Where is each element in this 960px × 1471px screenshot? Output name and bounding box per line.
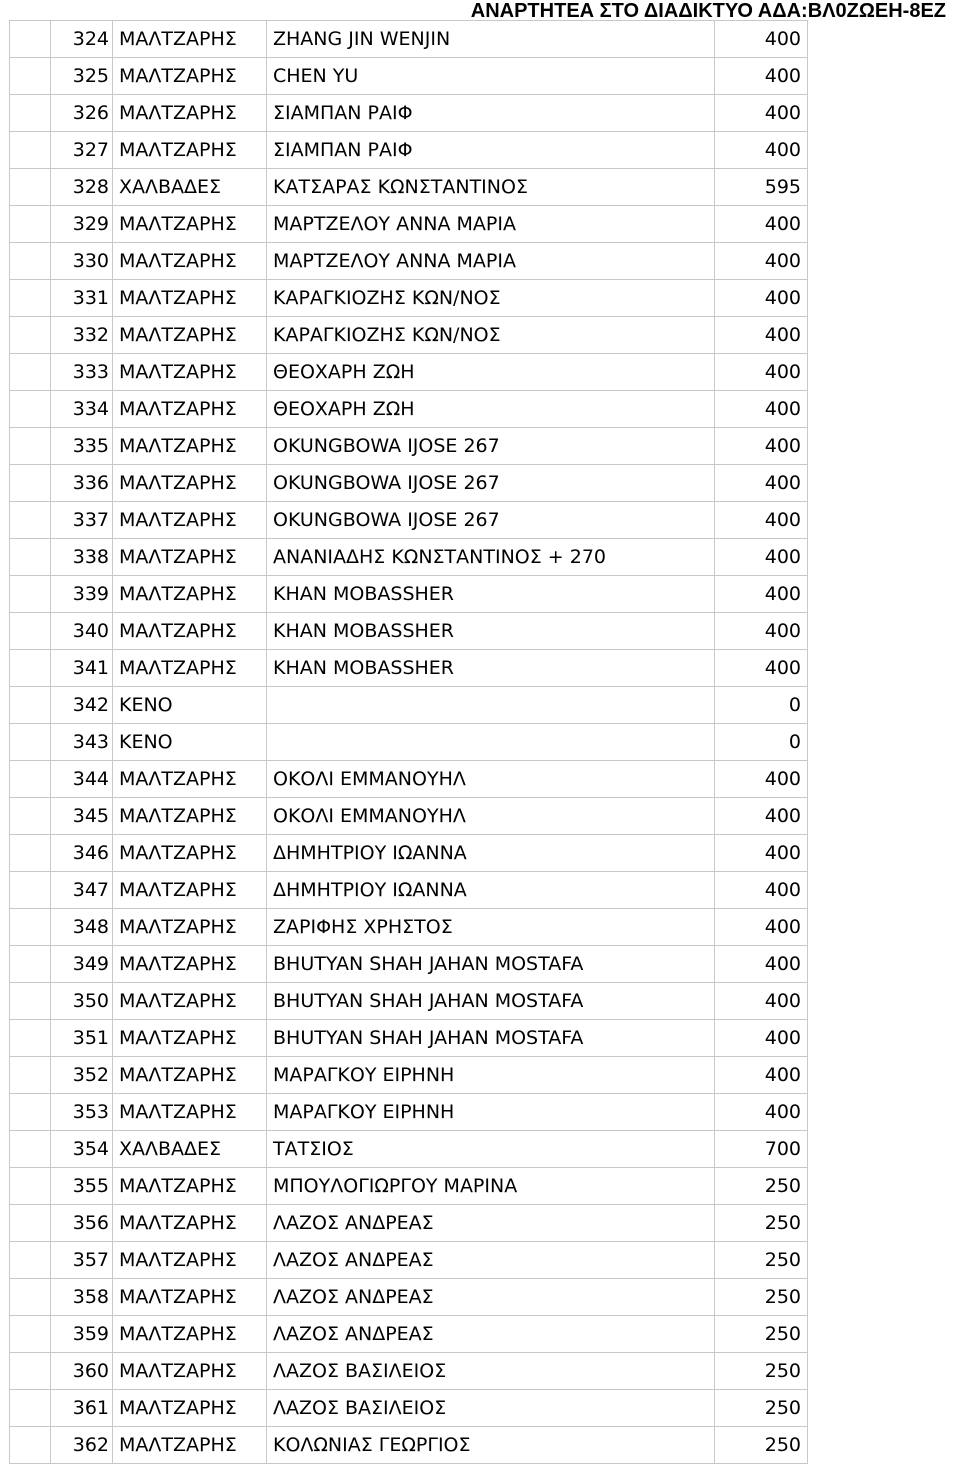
beneficiary-name-cell: ΚΑΡΑΓΚΙΟΖΗΣ ΚΩΝ/ΝΟΣ [267,317,715,354]
beneficiary-name-cell: ΟΚΟΛΙ ΕΜΜΑΝΟΥΗΛ [267,761,715,798]
row-number-cell: 328 [51,169,113,206]
table-row [10,576,808,613]
category-cell: ΜΑΛΤΖΑΡΗΣ [113,1020,267,1057]
row-number-cell: 342 [51,687,113,724]
beneficiary-name-cell: ΛΑΖΟΣ ΑΝΔΡΕΑΣ [267,1316,715,1353]
table-row [10,391,808,428]
beneficiary-name-cell: ΛΑΖΟΣ ΑΝΔΡΕΑΣ [267,1279,715,1316]
category-cell: ΜΑΛΤΖΑΡΗΣ [113,132,267,169]
table-row [10,280,808,317]
row-spacer-cell [10,1427,51,1464]
row-number-cell: 357 [51,1242,113,1279]
table-row [10,613,808,650]
amount-cell: 400 [715,1020,808,1057]
beneficiary-name-cell: ΜΑΡΤΖΕΛΟΥ ΑΝΝΑ ΜΑΡΙΑ [267,206,715,243]
category-cell: ΜΑΛΤΖΑΡΗΣ [113,539,267,576]
row-spacer-cell [10,132,51,169]
table-row [10,1168,808,1205]
beneficiary-name-cell: OKUNGBOWA IJOSE 267 [267,502,715,539]
row-spacer-cell [10,724,51,761]
category-cell: ΜΑΛΤΖΑΡΗΣ [113,1242,267,1279]
category-cell: ΜΑΛΤΖΑΡΗΣ [113,946,267,983]
category-cell: ΜΑΛΤΖΑΡΗΣ [113,21,267,58]
category-cell: ΜΑΛΤΖΑΡΗΣ [113,983,267,1020]
category-cell: ΜΑΛΤΖΑΡΗΣ [113,1427,267,1464]
row-number-cell: 362 [51,1427,113,1464]
category-cell: ΜΑΛΤΖΑΡΗΣ [113,280,267,317]
row-spacer-cell [10,21,51,58]
row-spacer-cell [10,1242,51,1279]
beneficiary-name-cell: ΛΑΖΟΣ ΒΑΣΙΛΕΙΟΣ [267,1353,715,1390]
row-number-cell: 331 [51,280,113,317]
category-cell: ΜΑΛΤΖΑΡΗΣ [113,1205,267,1242]
beneficiary-name-cell: BHUTYAN SHAH JAHAN MOSTAFA [267,1020,715,1057]
beneficiary-name-cell: ΣΙΑΜΠΑΝ ΡΑΙΦ [267,132,715,169]
table-row [10,317,808,354]
amount-cell: 400 [715,465,808,502]
row-number-cell: 332 [51,317,113,354]
table-row [10,872,808,909]
table-row [10,1427,808,1464]
category-cell: ΜΑΛΤΖΑΡΗΣ [113,1057,267,1094]
row-spacer-cell [10,539,51,576]
category-cell: ΜΑΛΤΖΑΡΗΣ [113,317,267,354]
row-spacer-cell [10,1020,51,1057]
amount-cell: 400 [715,872,808,909]
row-spacer-cell [10,1279,51,1316]
category-cell: ΜΑΛΤΖΑΡΗΣ [113,1094,267,1131]
table-row [10,909,808,946]
beneficiary-name-cell: ΜΑΡΤΖΕΛΟΥ ΑΝΝΑ ΜΑΡΙΑ [267,243,715,280]
table-row [10,798,808,835]
amount-cell: 400 [715,1057,808,1094]
row-spacer-cell [10,613,51,650]
row-number-cell: 360 [51,1353,113,1390]
row-number-cell: 325 [51,58,113,95]
row-number-cell: 346 [51,835,113,872]
beneficiary-name-cell: ΔΗΜΗΤΡΙΟΥ ΙΩΑΝΝΑ [267,835,715,872]
category-cell: ΜΑΛΤΖΑΡΗΣ [113,1390,267,1427]
category-cell: ΜΑΛΤΖΑΡΗΣ [113,1353,267,1390]
amount-cell: 250 [715,1353,808,1390]
category-cell: ΜΑΛΤΖΑΡΗΣ [113,798,267,835]
table-row [10,132,808,169]
beneficiary-name-cell: KHAN MOBASSHER [267,576,715,613]
amount-cell: 400 [715,95,808,132]
amount-cell: 400 [715,613,808,650]
table-row [10,687,808,724]
beneficiary-name-cell: ΚΟΛΩΝΙΑΣ ΓΕΩΡΓΙΟΣ [267,1427,715,1464]
table-row [10,761,808,798]
row-number-cell: 336 [51,465,113,502]
row-number-cell: 329 [51,206,113,243]
category-cell: ΜΑΛΤΖΑΡΗΣ [113,1316,267,1353]
beneficiary-name-cell: ΜΠΟΥΛΟΓΙΩΡΓΟΥ ΜΑΡΙΝΑ [267,1168,715,1205]
beneficiary-name-cell: OKUNGBOWA IJOSE 267 [267,428,715,465]
row-spacer-cell [10,687,51,724]
publication-stamp: ΑΝΑΡΤΗΤΕΑ ΣΤΟ ΔΙΑΔΙΚΤΥΟ ΑΔΑ:ΒΛ0ΖΩΕΗ-8ΕΖ [470,0,946,22]
category-cell: ΜΑΛΤΖΑΡΗΣ [113,354,267,391]
table-row [10,1390,808,1427]
row-number-cell: 343 [51,724,113,761]
payments-table-body [10,21,808,1464]
amount-cell: 400 [715,391,808,428]
beneficiary-name-cell: ΚΑΡΑΓΚΙΟΖΗΣ ΚΩΝ/ΝΟΣ [267,280,715,317]
table-row [10,21,808,58]
row-number-cell: 339 [51,576,113,613]
beneficiary-name-cell [267,687,715,724]
amount-cell: 400 [715,428,808,465]
row-number-cell: 359 [51,1316,113,1353]
row-spacer-cell [10,280,51,317]
row-spacer-cell [10,58,51,95]
table-row [10,1279,808,1316]
row-number-cell: 354 [51,1131,113,1168]
beneficiary-name-cell [267,724,715,761]
row-spacer-cell [10,317,51,354]
table-row [10,1094,808,1131]
category-cell: ΜΑΛΤΖΑΡΗΣ [113,613,267,650]
row-spacer-cell [10,95,51,132]
amount-cell: 250 [715,1390,808,1427]
row-spacer-cell [10,872,51,909]
category-cell: ΧΑΛΒΑΔΕΣ [113,169,267,206]
category-cell: ΜΑΛΤΖΑΡΗΣ [113,1279,267,1316]
beneficiary-name-cell: ΑΝΑΝΙΑΔΗΣ ΚΩΝΣΤΑΝΤΙΝΟΣ + 270 [267,539,715,576]
row-number-cell: 351 [51,1020,113,1057]
table-row [10,95,808,132]
beneficiary-name-cell: KHAN MOBASSHER [267,613,715,650]
beneficiary-name-cell: ΤΑΤΣΙΟΣ [267,1131,715,1168]
row-spacer-cell [10,1390,51,1427]
category-cell: ΜΑΛΤΖΑΡΗΣ [113,1168,267,1205]
row-number-cell: 350 [51,983,113,1020]
amount-cell: 400 [715,280,808,317]
category-cell: ΜΑΛΤΖΑΡΗΣ [113,465,267,502]
row-number-cell: 340 [51,613,113,650]
beneficiary-name-cell: ΣΙΑΜΠΑΝ ΡΑΙΦ [267,95,715,132]
amount-cell: 400 [715,317,808,354]
row-spacer-cell [10,354,51,391]
payments-table [9,20,808,1464]
amount-cell: 250 [715,1316,808,1353]
row-spacer-cell [10,243,51,280]
row-number-cell: 356 [51,1205,113,1242]
row-number-cell: 324 [51,21,113,58]
row-spacer-cell [10,835,51,872]
table-row [10,354,808,391]
amount-cell: 250 [715,1427,808,1464]
amount-cell: 400 [715,206,808,243]
table-row [10,1205,808,1242]
category-cell: ΜΑΛΤΖΑΡΗΣ [113,650,267,687]
row-number-cell: 347 [51,872,113,909]
beneficiary-name-cell: BHUTYAN SHAH JAHAN MOSTAFA [267,983,715,1020]
row-number-cell: 327 [51,132,113,169]
row-spacer-cell [10,1168,51,1205]
amount-cell: 400 [715,1094,808,1131]
row-spacer-cell [10,502,51,539]
amount-cell: 0 [715,724,808,761]
beneficiary-name-cell: BHUTYAN SHAH JAHAN MOSTAFA [267,946,715,983]
row-spacer-cell [10,1316,51,1353]
row-number-cell: 333 [51,354,113,391]
category-cell: ΜΑΛΤΖΑΡΗΣ [113,95,267,132]
beneficiary-name-cell: CHEN YU [267,58,715,95]
table-row [10,724,808,761]
amount-cell: 400 [715,58,808,95]
beneficiary-name-cell: ΜΑΡΑΓΚΟΥ ΕΙΡΗΝΗ [267,1094,715,1131]
amount-cell: 400 [715,798,808,835]
row-number-cell: 358 [51,1279,113,1316]
amount-cell: 400 [715,576,808,613]
row-spacer-cell [10,576,51,613]
row-number-cell: 326 [51,95,113,132]
table-row [10,465,808,502]
row-number-cell: 341 [51,650,113,687]
beneficiary-name-cell: ΖΑΡΙΦΗΣ ΧΡΗΣΤΟΣ [267,909,715,946]
amount-cell: 400 [715,502,808,539]
beneficiary-name-cell: ΛΑΖΟΣ ΑΝΔΡΕΑΣ [267,1242,715,1279]
amount-cell: 595 [715,169,808,206]
table-row [10,539,808,576]
category-cell: ΚΕΝΟ [113,687,267,724]
amount-cell: 400 [715,21,808,58]
row-number-cell: 355 [51,1168,113,1205]
row-number-cell: 338 [51,539,113,576]
category-cell: ΚΕΝΟ [113,724,267,761]
amount-cell: 400 [715,132,808,169]
amount-cell: 250 [715,1168,808,1205]
category-cell: ΜΑΛΤΖΑΡΗΣ [113,761,267,798]
amount-cell: 250 [715,1279,808,1316]
category-cell: ΜΑΛΤΖΑΡΗΣ [113,391,267,428]
row-spacer-cell [10,946,51,983]
amount-cell: 400 [715,983,808,1020]
row-number-cell: 352 [51,1057,113,1094]
beneficiary-name-cell: ΛΑΖΟΣ ΑΝΔΡΕΑΣ [267,1205,715,1242]
beneficiary-name-cell: ΟΚΟΛΙ ΕΜΜΑΝΟΥΗΛ [267,798,715,835]
beneficiary-name-cell: ΜΑΡΑΓΚΟΥ ΕΙΡΗΝΗ [267,1057,715,1094]
row-spacer-cell [10,428,51,465]
row-spacer-cell [10,206,51,243]
row-spacer-cell [10,983,51,1020]
row-number-cell: 353 [51,1094,113,1131]
amount-cell: 400 [715,835,808,872]
row-number-cell: 348 [51,909,113,946]
table-row [10,206,808,243]
beneficiary-name-cell: KHAN MOBASSHER [267,650,715,687]
row-number-cell: 345 [51,798,113,835]
amount-cell: 250 [715,1242,808,1279]
amount-cell: 400 [715,354,808,391]
row-spacer-cell [10,761,51,798]
table-row [10,428,808,465]
category-cell: ΜΑΛΤΖΑΡΗΣ [113,243,267,280]
amount-cell: 400 [715,650,808,687]
row-spacer-cell [10,1353,51,1390]
beneficiary-name-cell: ZHANG JIN WENJIN [267,21,715,58]
category-cell: ΜΑΛΤΖΑΡΗΣ [113,835,267,872]
category-cell: ΧΑΛΒΑΔΕΣ [113,1131,267,1168]
amount-cell: 400 [715,909,808,946]
table-row [10,1353,808,1390]
table-row [10,1020,808,1057]
table-row [10,1242,808,1279]
category-cell: ΜΑΛΤΖΑΡΗΣ [113,576,267,613]
beneficiary-name-cell: ΘΕΟΧΑΡΗ ΖΩΗ [267,354,715,391]
table-row [10,58,808,95]
category-cell: ΜΑΛΤΖΑΡΗΣ [113,909,267,946]
row-spacer-cell [10,465,51,502]
amount-cell: 250 [715,1205,808,1242]
category-cell: ΜΑΛΤΖΑΡΗΣ [113,502,267,539]
category-cell: ΜΑΛΤΖΑΡΗΣ [113,872,267,909]
row-number-cell: 330 [51,243,113,280]
beneficiary-name-cell: ΚΑΤΣΑΡΑΣ ΚΩΝΣΤΑΝΤΙΝΟΣ [267,169,715,206]
category-cell: ΜΑΛΤΖΑΡΗΣ [113,58,267,95]
row-number-cell: 361 [51,1390,113,1427]
table-row [10,946,808,983]
row-spacer-cell [10,1205,51,1242]
beneficiary-name-cell: ΛΑΖΟΣ ΒΑΣΙΛΕΙΟΣ [267,1390,715,1427]
row-spacer-cell [10,1131,51,1168]
amount-cell: 400 [715,243,808,280]
beneficiary-name-cell: ΘΕΟΧΑΡΗ ΖΩΗ [267,391,715,428]
table-row [10,835,808,872]
table-row [10,169,808,206]
row-number-cell: 349 [51,946,113,983]
amount-cell: 400 [715,946,808,983]
row-spacer-cell [10,169,51,206]
table-row [10,650,808,687]
row-spacer-cell [10,909,51,946]
table-row [10,243,808,280]
amount-cell: 400 [715,761,808,798]
table-row [10,983,808,1020]
row-number-cell: 334 [51,391,113,428]
row-spacer-cell [10,1057,51,1094]
row-spacer-cell [10,650,51,687]
row-spacer-cell [10,391,51,428]
row-number-cell: 335 [51,428,113,465]
table-row [10,1057,808,1094]
beneficiary-name-cell: OKUNGBOWA IJOSE 267 [267,465,715,502]
row-number-cell: 344 [51,761,113,798]
row-number-cell: 337 [51,502,113,539]
table-row [10,502,808,539]
row-spacer-cell [10,798,51,835]
category-cell: ΜΑΛΤΖΑΡΗΣ [113,428,267,465]
amount-cell: 400 [715,539,808,576]
table-row [10,1316,808,1353]
beneficiary-name-cell: ΔΗΜΗΤΡΙΟΥ ΙΩΑΝΝΑ [267,872,715,909]
table-row [10,1131,808,1168]
amount-cell: 0 [715,687,808,724]
category-cell: ΜΑΛΤΖΑΡΗΣ [113,206,267,243]
amount-cell: 700 [715,1131,808,1168]
row-spacer-cell [10,1094,51,1131]
